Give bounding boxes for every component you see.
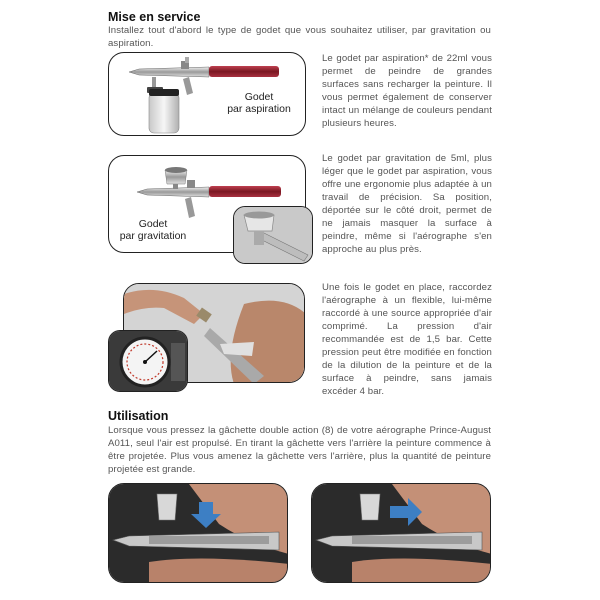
- gravity-cup-closeup-photo: [233, 206, 313, 264]
- gravity-closeup-illustration: [234, 207, 313, 264]
- siphon-label-line1: Godet: [244, 91, 274, 103]
- section-heading-usage: Utilisation: [108, 409, 169, 423]
- usage-text: Lorsque vous pressez la gâchette double action (8) de votre aérographe Prince-August A011, seul l'air est propulsé. En tirant la gâchette vers l'arrière la peinture commence à être projetée. Plus vous amenez la gâchette vers l'arrière, plus la quantité de peinture projetée est grande.: [108, 425, 491, 475]
- connection-text: Une fois le godet en place, raccordez l'aérographe à un flexible, lui-même raccordé à une source appropriée d'air comprimé. La pression d'air recommandée est de 1,5 bar. Cette pression peut être modifiée en fonction de la dilution de la peinture et de la surface à peindre, sans jamais excéder 4 bar.: [322, 282, 492, 397]
- trigger-press-illustration: [109, 484, 288, 583]
- trigger-pull-illustration: [312, 484, 491, 583]
- gravity-label-line1: Godet: [138, 218, 168, 230]
- pressure-gauge-icon: [109, 331, 188, 392]
- siphon-cup-label: [221, 91, 297, 115]
- section-heading-setup: Mise en service: [108, 10, 201, 24]
- pressure-gauge-photo: [108, 330, 188, 392]
- siphon-label-line2: par aspiration: [227, 103, 291, 115]
- gravity-label-line2: par gravitation: [119, 230, 187, 242]
- trigger-press-photo: [108, 483, 288, 583]
- gravity-cup-label: [113, 218, 193, 242]
- gravity-cup-text: Le godet par gravitation de 5ml, plus léger que le godet par aspiration, vous offre une ergonomie plus adaptée à un travail de précision. Sa position, déportée sur le côté droit, permet de ne jamais masquer la surface à peindre, même si l'aérographe s'en approche au plus près.: [322, 153, 492, 255]
- trigger-pull-photo: [311, 483, 491, 583]
- setup-intro-text: Installez tout d'abord le type de godet que vous souhaitez utiliser, par gravitation ou aspiration.: [108, 25, 491, 49]
- siphon-cup-text: Le godet par aspiration* de 22ml vous permet de peindre de grandes surfaces sans recharger la peinture. Il vous permet également de conserver intact un mélange de couleurs pendant plusieurs heures.: [322, 53, 492, 129]
- siphon-cup-panel: [108, 52, 306, 136]
